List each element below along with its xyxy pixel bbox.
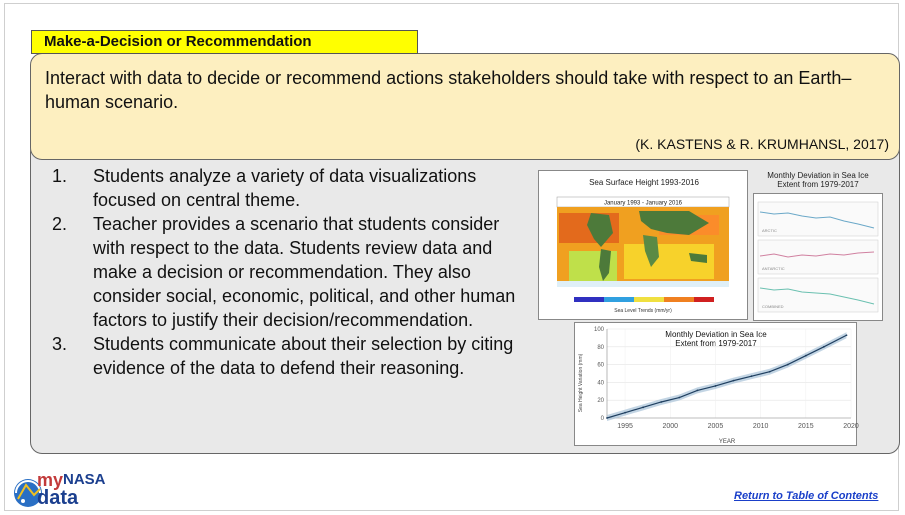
panel-label-combined: COMBINED (762, 304, 784, 309)
data-point (606, 417, 608, 419)
data-point (715, 385, 717, 387)
y-tick-label: 80 (597, 344, 604, 351)
step-text: Students communicate about their selection by citing evidence of the data to defend their reasoning. (93, 334, 514, 378)
slide-title: Make-a-Decision or Recommendation (31, 30, 418, 54)
sea-height-line-chart (574, 322, 857, 446)
callout-citation: (K. KASTENS & R. KRUMHANSL, 2017) (635, 136, 889, 152)
colorbar-label: Sea Level Trends (mm/yr) (614, 308, 672, 314)
ice-panels-graphic (754, 194, 882, 320)
y-tick-label: 20 (597, 398, 604, 405)
map-title: Sea Surface Height 1993-2016 (589, 178, 699, 187)
steps-list (52, 164, 522, 380)
y-tick-label: 100 (593, 327, 604, 333)
step-number: 3. (52, 334, 68, 354)
logo-text-data: data (37, 487, 79, 509)
data-point (846, 334, 848, 336)
ice-panels-title-line2: Extent from 1979-2017 (777, 180, 859, 189)
step-item (52, 212, 522, 332)
panel-label-antarctic: ANTARCTIC (762, 266, 785, 271)
return-to-toc-link[interactable]: Return to Table of Contents (734, 490, 879, 502)
line-chart-graphic (575, 323, 859, 445)
chart-title-line2: Extent from 1979-2017 (675, 339, 757, 348)
data-point (642, 406, 644, 408)
logo-text-my: my (37, 470, 64, 490)
data-point (696, 390, 698, 392)
step-text: Students analyze a variety of data visualizations focused on central theme. (93, 166, 477, 210)
x-tick-label: 2000 (662, 423, 679, 430)
map-graphic (539, 189, 747, 319)
y-axis-label: Sea Height Variation (mm) (578, 353, 584, 413)
data-point (805, 355, 807, 357)
sea-ice-panels (753, 193, 883, 321)
data-point (624, 412, 626, 414)
definition-callout (30, 53, 900, 160)
step-text: Teacher provides a scenario that students consider with respect to the data. Students review data and make a decision or recommendation. They also consider social, economic, political, and other human factors to justify their decision/recommendation. (93, 214, 516, 330)
step-number: 1. (52, 166, 68, 186)
sea-surface-height-map (538, 170, 748, 320)
data-point (769, 371, 771, 373)
callout-text: Interact with data to decide or recommend actions stakeholders should take with respect to an Earth–human scenario. (45, 68, 852, 112)
x-tick-label: 2010 (752, 423, 769, 430)
data-point (678, 397, 680, 399)
data-point (787, 364, 789, 366)
y-tick-label: 40 (597, 380, 604, 387)
panel-label-arctic: ARCTIC (762, 228, 777, 233)
step-item (52, 164, 522, 212)
x-tick-label: 2015 (798, 423, 814, 430)
x-axis-label: YEAR (718, 439, 736, 445)
step-item (52, 332, 522, 380)
chart-title-line1: Monthly Deviation in Sea Ice (665, 330, 767, 339)
y-tick-label: 60 (597, 362, 604, 369)
x-tick-label: 1995 (617, 423, 633, 430)
step-number: 2. (52, 214, 68, 234)
logo-text-nasa: NASA (63, 471, 106, 488)
data-point (733, 380, 735, 382)
ice-panels-title-line1: Monthly Deviation in Sea Ice (767, 171, 869, 180)
data-point (751, 375, 753, 377)
y-tick-label: 0 (600, 416, 604, 422)
data-point (660, 401, 662, 403)
map-subtitle: January 1993 - January 2016 (603, 200, 683, 207)
ice-panels-title (753, 171, 883, 189)
data-point (823, 346, 825, 348)
x-tick-label: 2005 (707, 423, 724, 430)
x-tick-label: 2020 (843, 423, 859, 430)
